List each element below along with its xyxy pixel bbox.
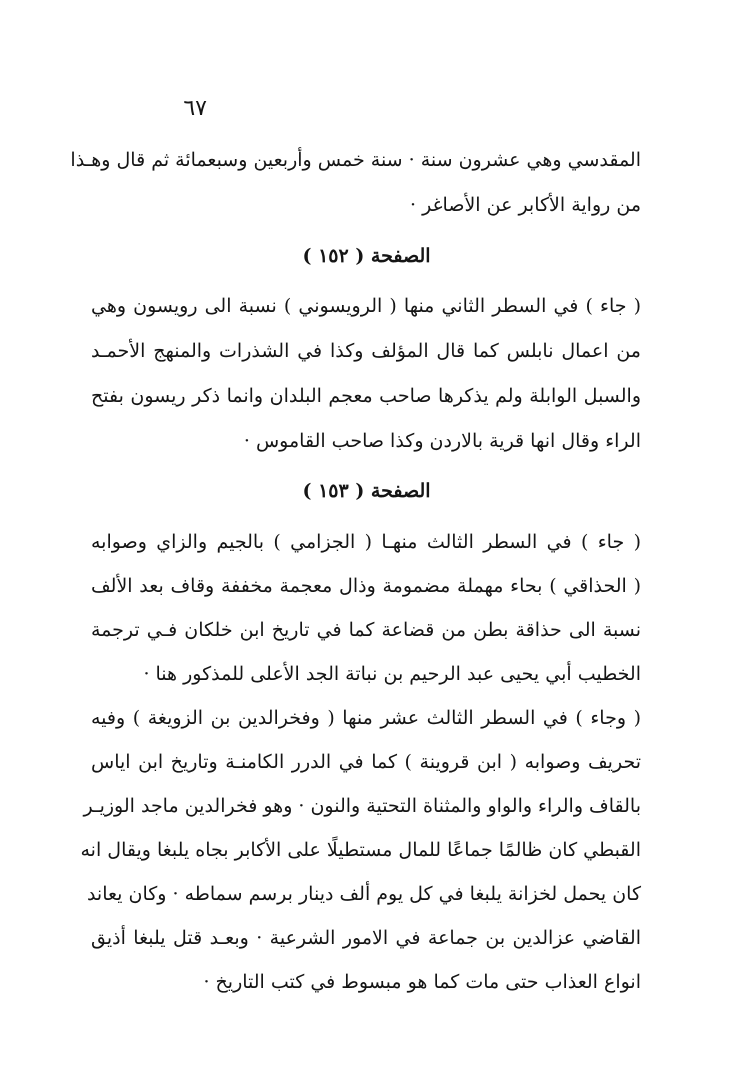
text-line: القبطي كان ظالمًا جماعًا للمال مستطيلًا على الأكابر بجاه يلبغا ويقال انه [80,839,641,861]
text-line: ( الحذاقي ) بحاء مهملة مضمومة وذال معجمة مخففة وقاف بعد الألف [91,575,641,597]
text-line: نسبة الى حذاقة بطن من قضاعة كما في تاريخ ابن خلكان فـي ترجمة [91,619,641,641]
text-line: بالقاف والراء والواو والمثناة التحتية والنون · وهو فخرالدين ماجد الوزيـر [83,795,641,817]
text-line: انواع العذاب حتى مات كما هو مبسوط في كتب التاريخ · [203,971,641,993]
text-line: الخطيب أبي يحيى عبد الرحيم بن نباتة الجد الأعلى للمذكور هنا · [143,663,641,685]
page-number: ٦٧ [183,96,207,121]
text-line: من رواية الأكابر عن الأصاغر · [410,194,641,216]
section-heading-153: الصفحة ( ١٥٣ ) [302,480,431,502]
section-heading-152: الصفحة ( ١٥٢ ) [302,245,431,267]
text-line: القاضي عزالدين بن جماعة في الامور الشرعية · وبعـد قتل يلبغا أذيق [91,927,641,949]
text-line: ( وجاء ) في السطر الثالث عشر منها ( وفخرالدين بن الزويغة ) وفيه [91,707,641,729]
text-line: الراء وقال انها قرية بالاردن وكذا صاحب القاموس · [243,430,641,452]
text-line: تحريف وصوابه ( ابن قروينة ) كما في الدرر الكامنـة وتاريخ ابن اياس [91,751,641,773]
text-line: ( جاء ) في السطر الثالث منهـا ( الجزامي ) بالجيم والزاي وصوابه [91,531,641,553]
text-line: والسبل الوابلة ولم يذكرها صاحب معجم البلدان وانما ذكر ريسون بفتح [91,385,641,407]
text-line: كان يحمل لخزانة يلبغا في كل يوم ألف دينار برسم سماطه · وكان يعاند [86,883,641,905]
text-line: المقدسي وهي عشرون سنة · سنة خمس وأربعين وسبعمائة ثم قال وهـذا [70,149,641,171]
text-line: من اعمال نابلس كما قال المؤلف وكذا في الشذرات والمنهج الأحمـد [91,340,641,362]
text-line: ( جاء ) في السطر الثاني منها ( الرويسوني ) نسبة الى رويسون وهي [91,295,641,317]
